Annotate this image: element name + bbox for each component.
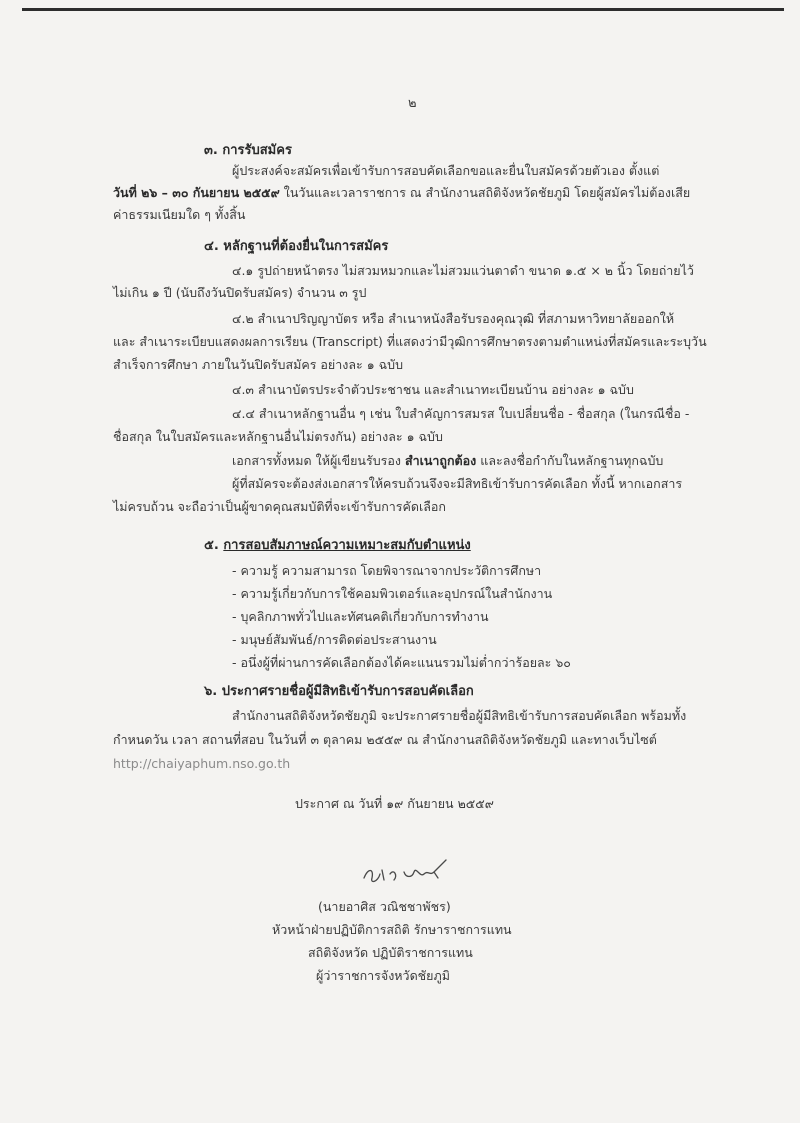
section-6-line-2: กำหนดวัน เวลา สถานที่สอบ ในวันที่ ๓ ตุลาคม ๒๕๕๙ ณ สำนักงานสถิติจังหวัดชัยภูมิ และทางเว็บไซต์ bbox=[113, 732, 657, 747]
section-6-heading: ๖. ประกาศรายชื่อผู้มีสิทธิเข้ารับการสอบคัดเลือก bbox=[204, 684, 474, 699]
item-4-2-line-3: สำเร็จการศึกษา ภายในวันปิดรับสมัคร อย่างละ ๑ ฉบับ bbox=[113, 357, 404, 372]
application-dates: วันที่ ๒๖ – ๓๐ กันยายน ๒๕๕๙ bbox=[113, 185, 280, 200]
section-5-heading bbox=[204, 537, 471, 555]
interview-criterion: - มนุษย์สัมพันธ์/การติดต่อประสานงาน bbox=[232, 632, 437, 647]
section-3-line-2-rest: ในวันและเวลาราชการ ณ สำนักงานสถิติจังหวัดชัยภูมิ โดยผู้สมัครไม่ต้องเสีย bbox=[279, 185, 691, 200]
section-5-title: การสอบสัมภาษณ์ความเหมาะสมกับตำแหน่ง bbox=[223, 538, 471, 553]
section-4-heading: ๔. หลักฐานที่ต้องยื่นในการสมัคร bbox=[204, 239, 389, 254]
interview-criterion: - ความรู้ ความสามารถ โดยพิจารณาจากประวัติการศึกษา bbox=[232, 563, 542, 578]
item-4-2-line-1: ๔.๒ สำเนาปริญญาบัตร หรือ สำเนาหนังสือรับรองคุณวุฒิ ที่สภามหาวิทยาลัยออกให้ bbox=[232, 311, 675, 326]
section-5-number: ๕. bbox=[204, 538, 224, 553]
certify-note bbox=[232, 452, 663, 470]
handwritten-signature bbox=[360, 856, 455, 888]
completeness-note-line-1: ผู้ที่สมัครจะต้องส่งเอกสารให้ครบถ้วนจึงจะมีสิทธิเข้ารับการคัดเลือก ทั้งนี้ หากเอกสาร bbox=[232, 476, 683, 491]
completeness-note-line-2: ไม่ครบถ้วน จะถือว่าเป็นผู้ขาดคุณสมบัติที่จะเข้ารับการคัดเลือก bbox=[113, 499, 446, 514]
top-border-line bbox=[22, 8, 784, 11]
section-3-line-3: ค่าธรรมเนียมใด ๆ ทั้งสิ้น bbox=[113, 207, 246, 222]
item-4-2-line-2: และ สำเนาระเบียบแสดงผลการเรียน (Transcript) ที่แสดงว่ามีวุฒิการศึกษาตรงตามตำแหน่งที่สมัครและระบุวัน bbox=[113, 334, 707, 349]
interview-criterion: - บุคลิกภาพทั่วไปและทัศนคติเกี่ยวกับการทำงาน bbox=[232, 609, 489, 624]
section-3-line-1: ผู้ประสงค์จะสมัครเพื่อเข้ารับการสอบคัดเลือกขอและยื่นใบสมัครด้วยตัวเอง ตั้งแต่ bbox=[232, 163, 660, 178]
certify-note-post: และลงชื่อกำกับในหลักฐานทุกฉบับ bbox=[476, 453, 664, 468]
interview-criterion: - ความรู้เกี่ยวกับการใช้คอมพิวเตอร์และอุปกรณ์ในสำนักงาน bbox=[232, 586, 553, 601]
section-3-line-2 bbox=[113, 184, 690, 202]
certified-copy-phrase: สำเนาถูกต้อง bbox=[404, 453, 477, 468]
item-4-1-line-2: ไม่เกิน ๑ ปี (นับถึงวันปิดรับสมัคร) จำนวน ๓ รูป bbox=[113, 285, 367, 300]
certify-note-pre: เอกสารทั้งหมด ให้ผู้เขียนรับรอง bbox=[232, 453, 405, 468]
signer-position-1: หัวหน้าฝ่ายปฏิบัติการสถิติ รักษาราชการแทน bbox=[272, 922, 512, 937]
section-6-line-1: สำนักงานสถิติจังหวัดชัยภูมิ จะประกาศรายชื่อผู้มีสิทธิเข้ารับการสอบคัดเลือก พร้อมทั้ง bbox=[232, 708, 687, 723]
item-4-3: ๔.๓ สำเนาบัตรประจำตัวประชาชน และสำเนาทะเบียนบ้าน อย่างละ ๑ ฉบับ bbox=[232, 382, 634, 397]
interview-criterion: - อนึ่งผู้ที่ผ่านการคัดเลือกต้องได้คะแนนรวมไม่ต่ำกว่าร้อยละ ๖๐ bbox=[232, 655, 571, 670]
announcement-date: ประกาศ ณ วันที่ ๑๙ กันยายน ๒๕๕๙ bbox=[295, 796, 494, 811]
signer-position-3: ผู้ว่าราชการจังหวัดชัยภูมิ bbox=[316, 968, 450, 983]
signer-name: (นายอาศิส วณิชชาพัชร) bbox=[318, 899, 451, 914]
item-4-1-line-1: ๔.๑ รูปถ่ายหน้าตรง ไม่สวมหมวกและไม่สวมแว่นตาดำ ขนาด ๑.๕ × ๒ นิ้ว โดยถ่ายไว้ bbox=[232, 263, 694, 278]
page-number: ๒ bbox=[408, 96, 417, 111]
item-4-4-line-1: ๔.๔ สำเนาหลักฐานอื่น ๆ เช่น ใบสำคัญการสมรส ใบเปลี่ยนชื่อ - ชื่อสกุล (ในกรณีชื่อ - bbox=[232, 406, 690, 421]
section-3-heading: ๓. การรับสมัคร bbox=[204, 143, 292, 158]
item-4-4-line-2: ชื่อสกุล ในใบสมัครและหลักฐานอื่นไม่ตรงกัน) อย่างละ ๑ ฉบับ bbox=[113, 429, 443, 444]
signer-position-2: สถิติจังหวัด ปฏิบัติราชการแทน bbox=[308, 945, 473, 960]
website-url: http://chaiyaphum.nso.go.th bbox=[113, 756, 291, 771]
